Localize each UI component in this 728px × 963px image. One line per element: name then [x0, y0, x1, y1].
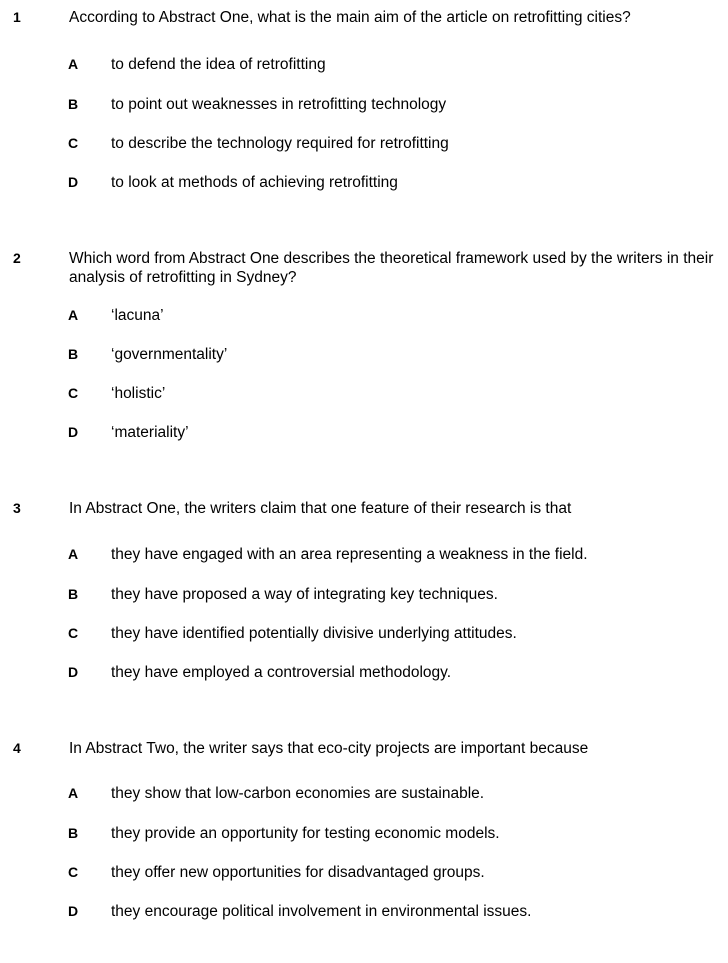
option-text: they have identified potentially divisive underlying attitudes.	[111, 625, 517, 642]
option-text: they have proposed a way of integrating key techniques.	[111, 586, 498, 603]
question-number: 4	[13, 740, 21, 756]
option-4-b[interactable]	[0, 824, 728, 844]
option-text: they have engaged with an area representing a weakness in the field.	[111, 546, 588, 563]
option-text: ‘governmentality’	[111, 346, 228, 363]
question-number: 1	[13, 9, 21, 25]
option-letter: A	[68, 546, 79, 562]
option-letter: B	[68, 346, 79, 362]
question-stem: Which word from Abstract One describes the theoretical framework used by the writers in their analysis of retrofitting in Sydney?	[69, 250, 714, 286]
question-number: 3	[13, 500, 21, 516]
option-2-b[interactable]	[0, 345, 728, 365]
option-letter: D	[68, 903, 79, 919]
option-text: to describe the technology required for retrofitting	[111, 135, 449, 152]
option-letter: D	[68, 174, 79, 190]
question-stem: In Abstract Two, the writer says that eco-city projects are important because	[69, 740, 589, 757]
option-1-c[interactable]	[0, 134, 728, 154]
option-text: they show that low-carbon economies are sustainable.	[111, 785, 485, 802]
question-stem: In Abstract One, the writers claim that one feature of their research is that	[69, 500, 572, 517]
option-text: to look at methods of achieving retrofitting	[111, 174, 398, 191]
option-1-b[interactable]	[0, 95, 728, 115]
option-letter: B	[68, 96, 79, 112]
option-text: ‘materiality’	[111, 424, 189, 441]
question-stem: According to Abstract One, what is the main aim of the article on retrofitting cities?	[69, 9, 631, 26]
option-3-b[interactable]	[0, 585, 728, 605]
option-letter: A	[68, 785, 79, 801]
option-1-a[interactable]	[0, 55, 728, 75]
question-number: 2	[13, 250, 21, 266]
option-letter: C	[68, 864, 79, 880]
option-letter: D	[68, 664, 79, 680]
option-4-d[interactable]	[0, 902, 728, 922]
option-text: they encourage political involvement in environmental issues.	[111, 903, 532, 920]
option-letter: B	[68, 586, 79, 602]
option-2-d[interactable]	[0, 423, 728, 443]
option-text: ‘lacuna’	[111, 307, 164, 324]
option-letter: B	[68, 825, 79, 841]
option-1-d[interactable]	[0, 173, 728, 193]
option-text: to point out weaknesses in retrofitting technology	[111, 96, 447, 113]
option-4-a[interactable]	[0, 784, 728, 804]
option-text: they provide an opportunity for testing economic models.	[111, 825, 500, 842]
option-2-c[interactable]	[0, 384, 728, 404]
option-text: to defend the idea of retrofitting	[111, 56, 326, 73]
option-text: they have employed a controversial methodology.	[111, 664, 452, 681]
option-letter: A	[68, 307, 79, 323]
option-letter: C	[68, 135, 79, 151]
option-3-d[interactable]	[0, 663, 728, 683]
option-text: ‘holistic’	[111, 385, 166, 402]
option-2-a[interactable]	[0, 306, 728, 326]
option-letter: D	[68, 424, 79, 440]
option-text: they offer new opportunities for disadvantaged groups.	[111, 864, 485, 881]
option-letter: C	[68, 385, 79, 401]
option-3-c[interactable]	[0, 624, 728, 644]
option-letter: A	[68, 56, 79, 72]
option-3-a[interactable]	[0, 545, 728, 565]
option-4-c[interactable]	[0, 863, 728, 883]
option-letter: C	[68, 625, 79, 641]
